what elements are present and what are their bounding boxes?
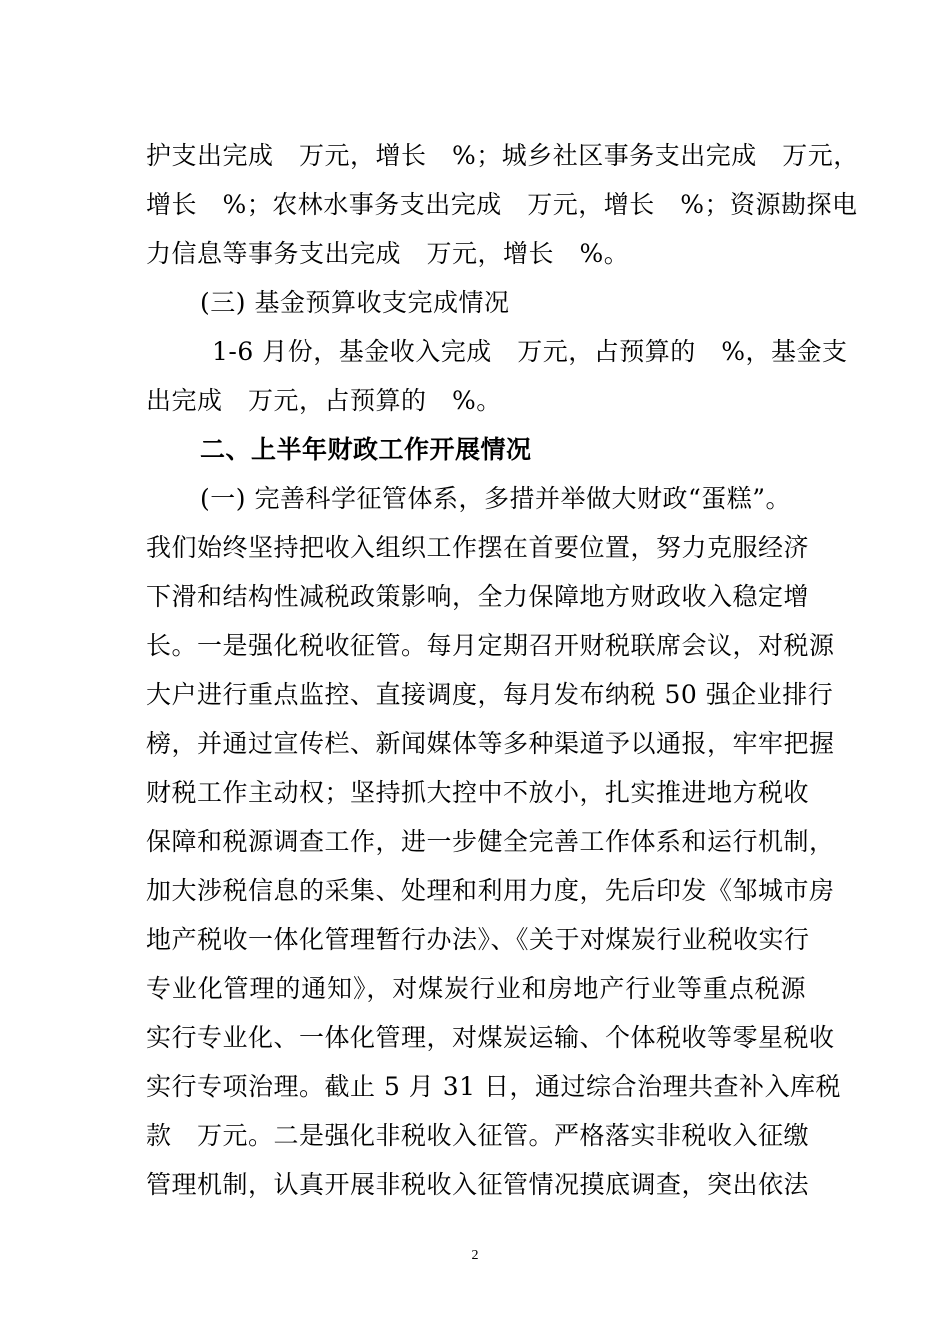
body-line: 出完成 万元，占预算的 %。 bbox=[146, 386, 502, 415]
body-line: 增长 %；农林水事务支出完成 万元，增长 %；资源勘探电 bbox=[146, 190, 858, 219]
section-subheading: (三) 基金预算收支完成情况 bbox=[200, 288, 510, 317]
body-line: 下滑和结构性减税政策影响，全力保障地方财政收入稳定增 bbox=[146, 582, 810, 611]
body-line: 管理机制，认真开展非税收入征管情况摸底调查，突出依法 bbox=[146, 1170, 810, 1199]
section-heading: 二、上半年财政工作开展情况 bbox=[200, 435, 532, 464]
body-line: 地产税收一体化管理暂行办法》、《关于对煤炭行业税收实行 bbox=[146, 925, 810, 954]
body-line: 1-6 月份，基金收入完成 万元，占预算的 %，基金支 bbox=[212, 337, 848, 366]
body-line: 实行专项治理。截止 5 月 31 日，通过综合治理共查补入库税 bbox=[146, 1072, 842, 1101]
body-line: 力信息等事务支出完成 万元，增长 %。 bbox=[146, 239, 630, 268]
body-line: 财税工作主动权；坚持抓大控中不放小，扎实推进地方税收 bbox=[146, 778, 810, 807]
page-number: 2 bbox=[471, 1248, 479, 1263]
body-line: 款 万元。二是强化非税收入征管。严格落实非税收入征缴 bbox=[146, 1121, 810, 1150]
body-line: 保障和税源调查工作，进一步健全完善工作体系和运行机制， bbox=[146, 827, 835, 856]
body-line: 我们始终坚持把收入组织工作摆在首要位置，努力克服经济 bbox=[146, 533, 810, 562]
body-line: 加大涉税信息的采集、处理和利用力度，先后印发《邹城市房 bbox=[146, 876, 835, 905]
body-line: 专业化管理的通知》，对煤炭行业和房地产行业等重点税源 bbox=[146, 974, 806, 1003]
body-line: 护支出完成 万元，增长 %；城乡社区事务支出完成 万元， bbox=[146, 141, 859, 170]
body-line: 长。一是强化税收征管。每月定期召开财税联席会议，对税源 bbox=[146, 631, 835, 660]
section-subheading: (一) 完善科学征管体系，多措并举做大财政“蛋糕”。 bbox=[200, 484, 792, 513]
body-line: 大户进行重点监控、直接调度，每月发布纳税 50 强企业排行 bbox=[146, 680, 834, 709]
body-line: 实行专业化、一体化管理，对煤炭运输、个体税收等零星税收 bbox=[146, 1023, 835, 1052]
body-line: 榜，并通过宣传栏、新闻媒体等多种渠道予以通报，牢牢把握 bbox=[146, 729, 835, 758]
